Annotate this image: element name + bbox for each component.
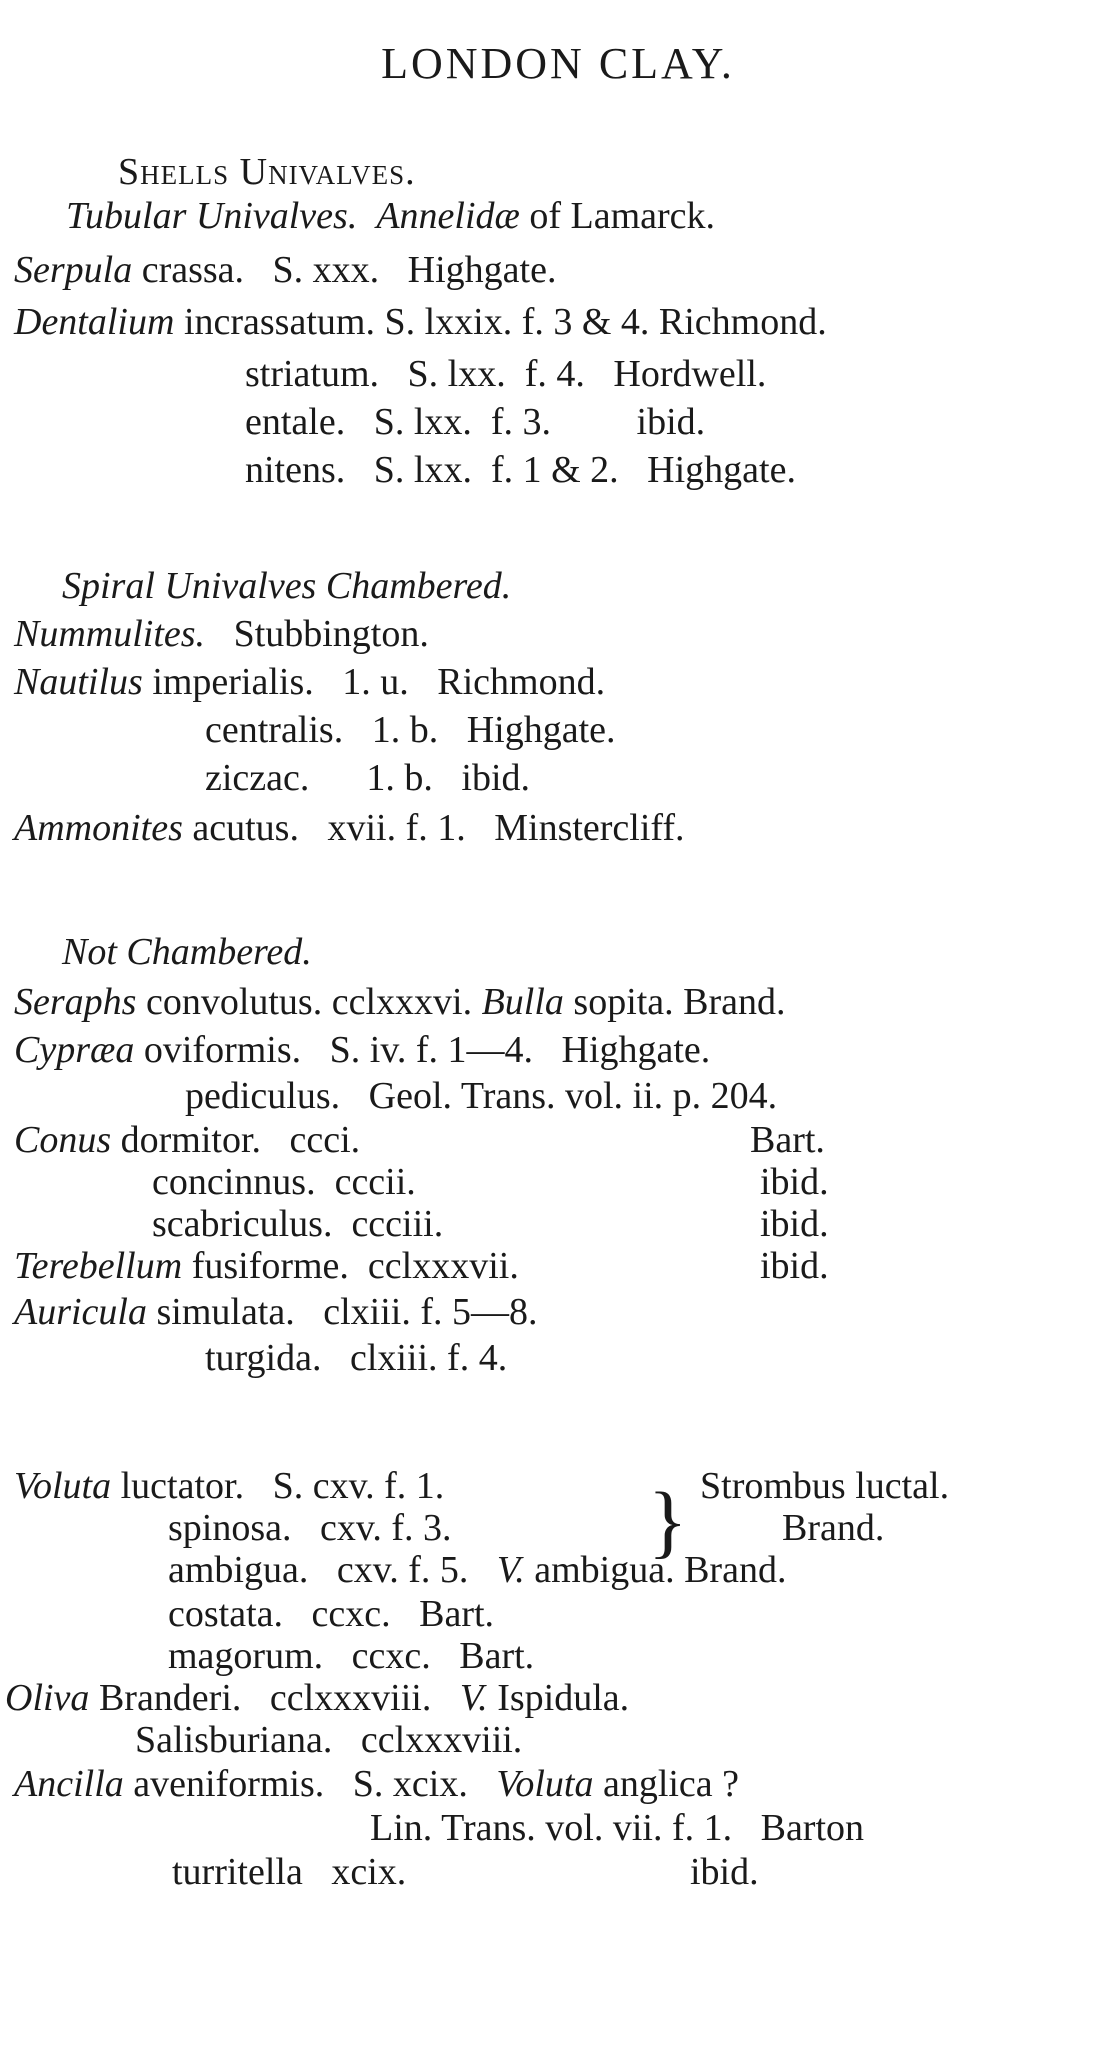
genus-name: Cypræa bbox=[14, 1029, 135, 1071]
text-line bbox=[152, 1202, 443, 1246]
line-text: centralis. 1. b. Highgate. bbox=[205, 709, 616, 751]
line-text: fusiforme. cclxxxvii. bbox=[182, 1245, 519, 1287]
line-text: ambigua. Brand. bbox=[524, 1549, 787, 1591]
text-line bbox=[5, 1676, 629, 1720]
line-text: incrassatum. S. lxxix. f. 3 & 4. Richmond. bbox=[174, 301, 827, 343]
line-text: convolutus. cclxxxvi. bbox=[136, 981, 482, 1023]
line-text: of Lamarck. bbox=[519, 195, 716, 237]
line-text: pediculus. Geol. Trans. vol. ii. p. 204. bbox=[185, 1075, 778, 1117]
genus-name: Voluta bbox=[496, 1763, 594, 1805]
brace-mark: } bbox=[648, 1475, 688, 1566]
text-line bbox=[14, 1244, 519, 1288]
line-text: aveniformis. S. xcix. bbox=[123, 1763, 497, 1805]
text-line bbox=[185, 1074, 777, 1118]
text-line bbox=[14, 1028, 710, 1072]
text-line bbox=[14, 300, 827, 344]
text-line bbox=[62, 930, 312, 974]
genus-name: Conus bbox=[14, 1119, 112, 1161]
text-line bbox=[168, 1592, 494, 1636]
side-note: ibid. bbox=[690, 1851, 759, 1893]
line-text: acutus. xvii. f. 1. Minstercliff. bbox=[182, 807, 685, 849]
genus-name: Terebellum bbox=[14, 1245, 183, 1287]
text-line bbox=[14, 980, 786, 1024]
genus-name: Annelidæ bbox=[376, 195, 520, 237]
line-text: entale. S. lxx. f. 3. ibid. bbox=[245, 401, 706, 443]
text-line bbox=[14, 248, 556, 292]
genus-name: Voluta bbox=[14, 1465, 112, 1507]
side-note: Strombus luctal. bbox=[700, 1465, 950, 1507]
genus-name: Serpula bbox=[14, 249, 133, 291]
line-text: Shells Univalves. bbox=[118, 151, 416, 193]
text-line bbox=[172, 1850, 406, 1894]
side-note: Brand. bbox=[782, 1507, 885, 1549]
line-text: striatum. S. lxx. f. 4. Hordwell. bbox=[245, 353, 767, 395]
text-line bbox=[14, 1762, 739, 1806]
line-text: spinosa. cxv. f. 3. bbox=[168, 1507, 452, 1549]
text-line bbox=[14, 1464, 444, 1508]
text-line bbox=[14, 612, 429, 656]
genus-name: Not Chambered. bbox=[62, 931, 312, 973]
side-note: ibid. bbox=[760, 1161, 829, 1203]
genus-name: Ammonites bbox=[14, 807, 183, 849]
text-line bbox=[205, 756, 530, 800]
line-text: Salisburiana. cclxxxviii. bbox=[135, 1719, 523, 1761]
text-line bbox=[168, 1548, 786, 1592]
text-line bbox=[245, 448, 796, 492]
line-text: ambigua. cxv. f. 5. bbox=[168, 1549, 497, 1591]
text-line bbox=[14, 660, 605, 704]
line-text: anglica ? bbox=[593, 1763, 740, 1805]
line-text: luctator. S. cxv. f. 1. bbox=[111, 1465, 445, 1507]
line-text: sopita. Brand. bbox=[563, 981, 786, 1023]
genus-name: Ancilla bbox=[14, 1763, 124, 1805]
side-note: Bart. bbox=[750, 1119, 825, 1161]
genus-name: Seraphs bbox=[14, 981, 137, 1023]
genus-name: V. bbox=[496, 1549, 525, 1591]
line-text: oviformis. S. iv. f. 1—4. Highgate. bbox=[134, 1029, 711, 1071]
text-line bbox=[62, 564, 511, 608]
genus-name: Dentalium bbox=[14, 301, 175, 343]
side-note: ibid. bbox=[760, 1203, 829, 1245]
genus-name: Bulla bbox=[481, 981, 564, 1023]
text-line bbox=[66, 194, 715, 238]
text-line bbox=[370, 1806, 864, 1850]
genus-name: Nummulites. bbox=[14, 613, 206, 655]
text-line bbox=[14, 806, 685, 850]
text-line bbox=[205, 1336, 507, 1380]
genus-name: Oliva bbox=[5, 1677, 90, 1719]
text-line bbox=[168, 1634, 534, 1678]
genus-name: Nautilus bbox=[14, 661, 143, 703]
line-text: nitens. S. lxx. f. 1 & 2. Highgate. bbox=[245, 449, 796, 491]
line-text bbox=[357, 195, 376, 237]
line-text: Lin. Trans. vol. vii. f. 1. Barton bbox=[370, 1807, 865, 1849]
line-text: dormitor. ccci. bbox=[111, 1119, 361, 1161]
line-text: ziczac. 1. b. ibid. bbox=[205, 757, 531, 799]
text-line bbox=[152, 1160, 416, 1204]
text-line bbox=[14, 1290, 538, 1334]
line-text: turgida. clxiii. f. 4. bbox=[205, 1337, 508, 1379]
text-line bbox=[135, 1718, 522, 1762]
line-text: concinnus. cccii. bbox=[152, 1161, 416, 1203]
text-line bbox=[14, 1118, 360, 1162]
genus-name: Spiral Univalves Chambered. bbox=[62, 565, 512, 607]
line-text: Branderi. cclxxxviii. bbox=[89, 1677, 460, 1719]
line-text: costata. ccxc. Bart. bbox=[168, 1593, 495, 1635]
line-text: imperialis. 1. u. Richmond. bbox=[142, 661, 606, 703]
line-text: crassa. S. xxx. Highgate. bbox=[132, 249, 557, 291]
genus-name: Auricula bbox=[14, 1291, 147, 1333]
page-title: LONDON CLAY. bbox=[381, 39, 735, 88]
line-text: Ispidula. bbox=[487, 1677, 630, 1719]
line-text: scabriculus. ccciii. bbox=[152, 1203, 444, 1245]
text-line bbox=[168, 1506, 452, 1550]
line-text: Stubbington. bbox=[205, 613, 429, 655]
text-line bbox=[118, 150, 416, 194]
genus-name: V. bbox=[459, 1677, 488, 1719]
line-text: turritella xcix. bbox=[172, 1851, 407, 1893]
text-line bbox=[245, 352, 766, 396]
line-text: simulata. clxiii. f. 5—8. bbox=[146, 1291, 538, 1333]
line-text: magorum. ccxc. Bart. bbox=[168, 1635, 535, 1677]
side-note: ibid. bbox=[760, 1245, 829, 1287]
genus-name: Tubular Univalves. bbox=[66, 195, 358, 237]
text-line bbox=[205, 708, 616, 752]
text-line bbox=[245, 400, 705, 444]
